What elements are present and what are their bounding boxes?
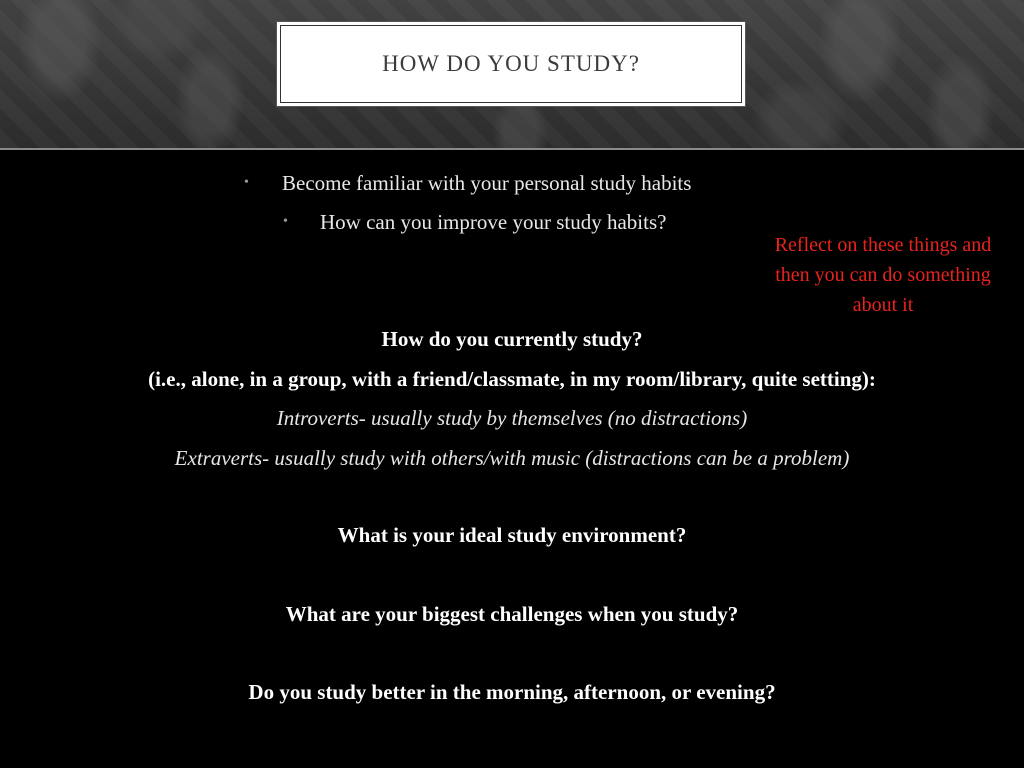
slide-title: HOW DO YOU STUDY? bbox=[382, 51, 640, 76]
question-current-study: How do you currently study? bbox=[381, 327, 643, 351]
question-time-of-day: Do you study better in the morning, afternoon, or evening? bbox=[248, 680, 776, 704]
question-current-study-detail: (i.e., alone, in a group, with a friend/classmate, in my room/library, quite setting): bbox=[148, 367, 876, 391]
title-box bbox=[276, 21, 746, 107]
bullet-text: How can you improve your study habits? bbox=[320, 210, 667, 234]
bullet-marker: • bbox=[244, 175, 249, 190]
title-inner-frame bbox=[280, 25, 742, 103]
question-ideal-environment: What is your ideal study environment? bbox=[337, 523, 687, 547]
extraverts-line: Extraverts- usually study with others/with music (distractions can be a problem) bbox=[174, 446, 850, 470]
bullet-marker: • bbox=[283, 214, 288, 229]
header-divider bbox=[0, 148, 1024, 150]
bullet-text: Become familiar with your personal study habits bbox=[282, 171, 692, 195]
question-challenges: What are your biggest challenges when you study? bbox=[285, 602, 739, 626]
introverts-line: Introverts- usually study by themselves (no distractions) bbox=[276, 406, 748, 430]
reflect-note: Reflect on these things and then you can do something about it bbox=[774, 234, 992, 316]
